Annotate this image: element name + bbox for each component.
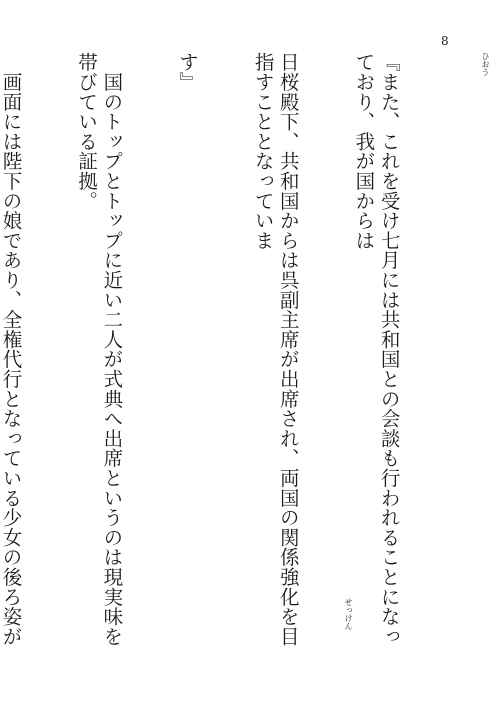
ruby-hio: ひおう [481,52,490,76]
page-number: 8 [441,34,449,48]
text-line: 画面には陛下の娘であり、全権代行となっている少女の後ろ姿が [0,71,23,646]
text-line: 日桜殿下、共和国からは呉副主席が出席され、両国の関係強化を目指すこととなっていま [251,52,300,646]
ruby-sekken: せっけん [344,598,353,630]
text-line: 国のトップとトップに近い二人が式典へ出席というのは現実味を帯びている証拠。 [75,52,124,646]
novel-text [0,52,452,652]
text-line: す』 [175,52,199,92]
text-line: 『また、これを受け七月には共和国との会談も行われることになっており、我が国からは [352,52,401,646]
